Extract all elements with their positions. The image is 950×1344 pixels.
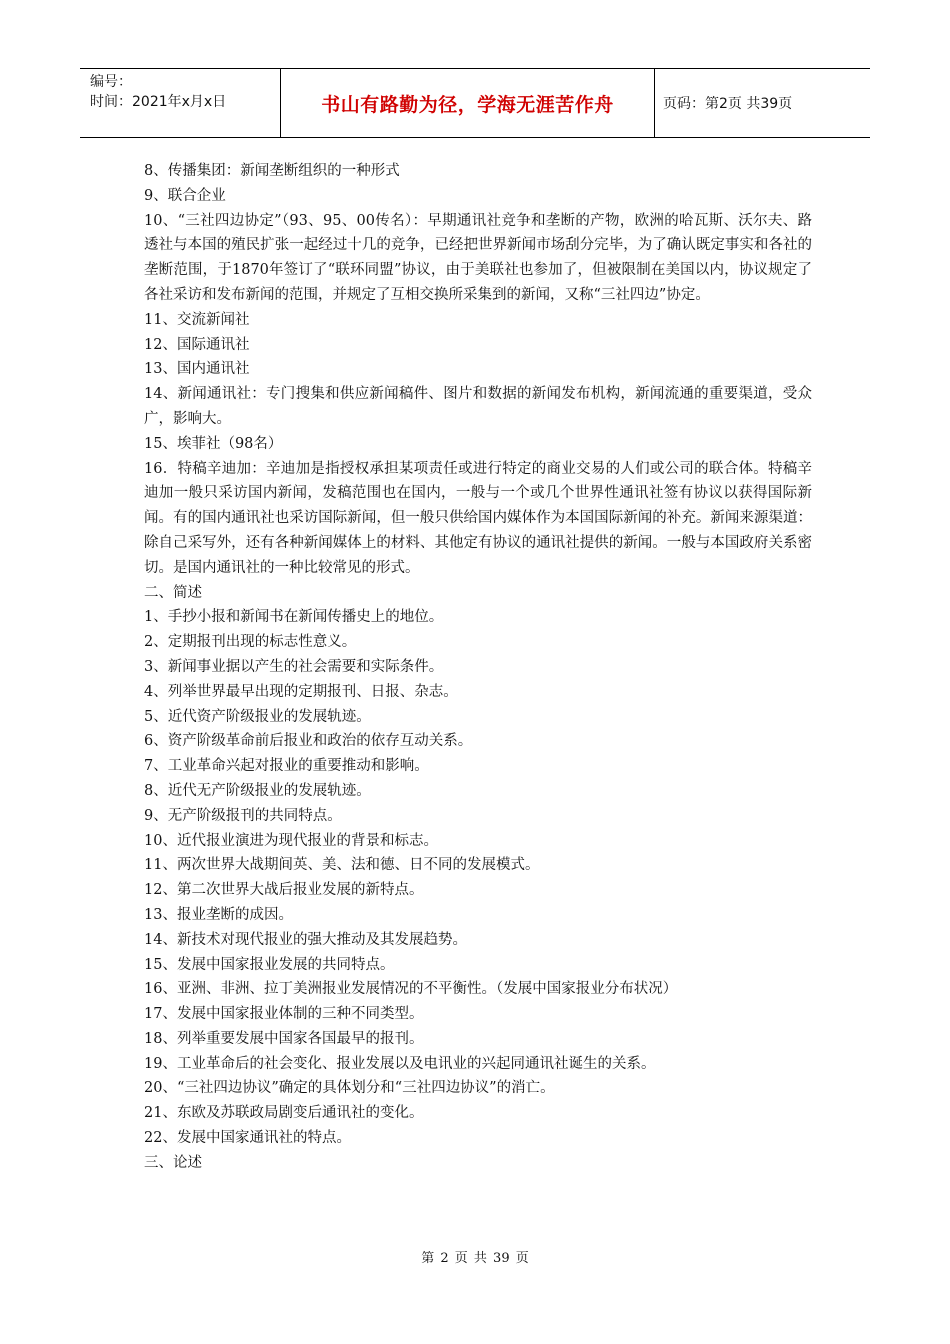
document-number-label: 编号： [90,74,132,90]
paragraph: 3、新闻事业据以产生的社会需要和实际条件。 [144,658,444,675]
paragraph: 8、传播集团：新闻垄断组织的一种形式 [144,163,400,179]
paragraph: 12、第二次世界大战后报业发展的新特点。 [144,882,424,899]
paragraph: 10、“三社四边协定”（93、95、00传名）：早期通讯社竞争和垄断的产物，欧洲的哈瓦斯、沃尔夫、路透社与本国的殖民扩张一起经过十几的竞争，已经把世界新闻市场刮分完毕，为了确认既定事实和各社的垄断范围，于1870年签订了“联环同盟”协议，由于美联社也参加了，但被限制在美国以内，协议规定了各社采访和发布新闻的范围，并规定了互相交换所采集到的新闻，又称“三社四边”协定。 [144,212,812,303]
paragraph: 13、国内通讯社 [144,361,250,378]
paragraph: 9、无产阶级报刊的共同特点。 [144,807,342,824]
paragraph: 16．特稿辛迪加：辛迪加是指授权承担某项责任或进行特定的商业交易的人们或公司的联合体。特稿辛迪加一般只采访国内新闻，发稿范围也在国内，一般与一个或几个世界性通讯社签有协议以获得国际新闻。有的国内通讯社也采访国际新闻，但一般只供给国内媒体作为本国国际新闻的补充。新闻来源渠道：除自己采写外，还有各种新闻媒体上的材料、其他定有协议的通讯社提供的新闻。一般与本国政府关系密切。是国内通讯社的一种比较常见的形式。 [144,460,812,576]
document-body [144,159,812,1176]
paragraph: 1、手抄小报和新闻书在新闻传播史上的地位。 [144,609,444,626]
paragraph: 12、国际通讯社 [144,336,250,353]
paragraph: 11、两次世界大战期间英、美、法和德、日不同的发展模式。 [144,857,540,874]
paragraph: 14、新闻通讯社：专门搜集和供应新闻稿件、图片和数据的新闻发布机构，新闻流通的重要渠道，受众广，影响大。 [144,386,812,427]
paragraph: 21、东欧及苏联政局剧变后通讯社的变化。 [144,1105,424,1122]
paragraph: 三、论述 [144,1154,202,1171]
page-footer: 第 2 页 共 39 页 [421,1251,529,1266]
paragraph: 9、联合企业 [144,187,226,204]
paragraph: 15、埃菲社（98名） [144,435,283,452]
paragraph: 14、新技术对现代报业的强大推动及其发展趋势。 [144,931,467,948]
paragraph: 17、发展中国家报业体制的三种不同类型。 [144,1006,424,1023]
document-date: 时间：2021年x月x日 [90,94,227,110]
paragraph: 19、工业革命后的社会变化、报业发展以及电讯业的兴起同通讯社诞生的关系。 [144,1055,656,1072]
paragraph: 2、定期报刊出现的标志性意义。 [144,634,357,651]
paragraph: 6、资产阶级革命前后报业和政治的依存互动关系。 [144,733,473,750]
page-header [80,68,870,138]
paragraph: 二、简述 [144,584,202,601]
paragraph: 10、近代报业演进为现代报业的背景和标志。 [144,832,438,849]
header-meta [80,69,281,137]
paragraph: 22、发展中国家通讯社的特点。 [144,1130,351,1147]
paragraph: 7、工业革命兴起对报业的重要推动和影响。 [144,758,429,775]
header-page-info: 页码：第2页 共39页 [663,96,793,112]
paragraph: 16、亚洲、非洲、拉丁美洲报业发展情况的不平衡性。（发展中国家报业分布状况） [144,981,678,998]
paragraph: 5、近代资产阶级报业的发展轨迹。 [144,708,371,725]
paragraph: 13、报业垄断的成因。 [144,906,293,923]
paragraph: 15、发展中国家报业发展的共同特点。 [144,956,395,973]
paragraph: 18、列举重要发展中国家各国最早的报刊。 [144,1030,424,1047]
paragraph: 8、近代无产阶级报业的发展轨迹。 [144,782,371,799]
paragraph: 11、交流新闻社 [144,311,250,328]
paragraph: 20、“三社四边协议”确定的具体划分和“三社四边协议”的消亡。 [144,1080,555,1097]
header-motto: 书山有路勤为径，学海无涯苦作舟 [281,69,655,137]
paragraph: 4、列举世界最早出现的定期报刊、日报、杂志。 [144,683,458,700]
